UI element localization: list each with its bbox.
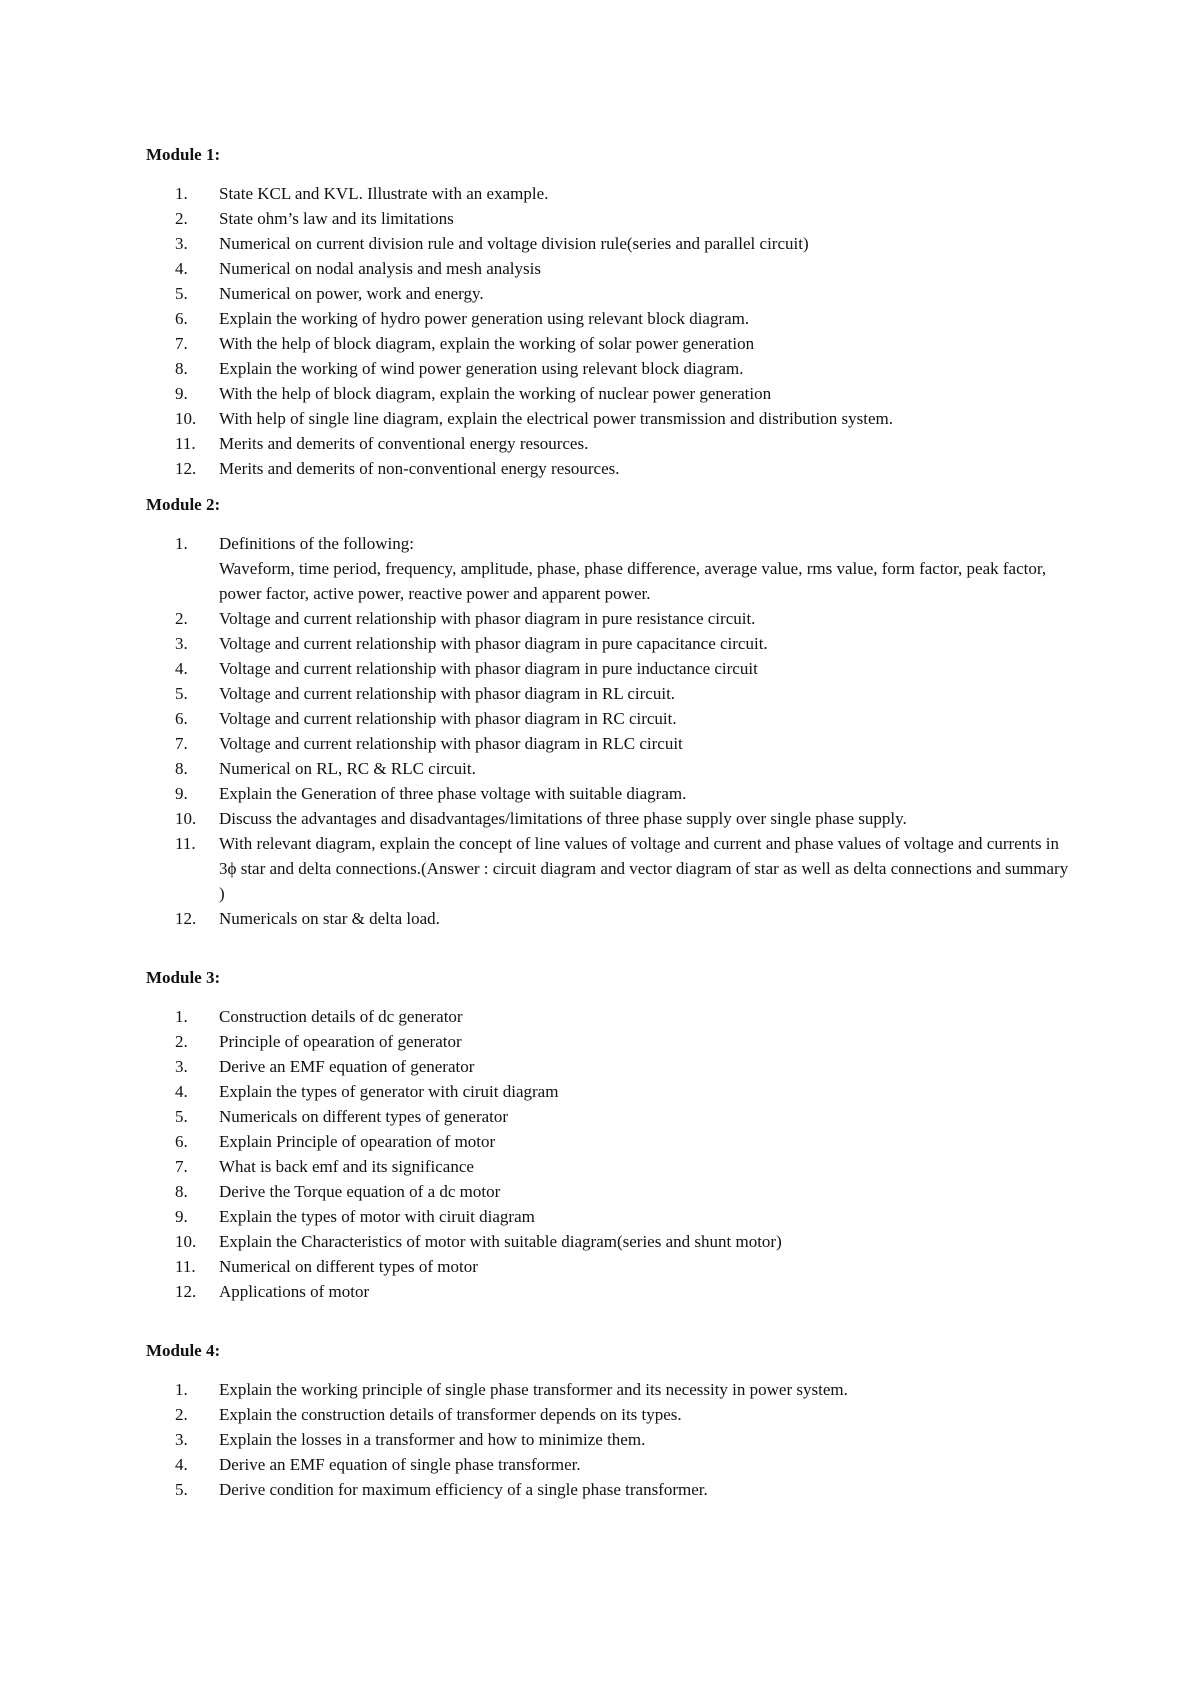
item-number: 9. [175, 1207, 188, 1226]
list-item [146, 331, 1076, 356]
item-number: 4. [175, 1082, 188, 1101]
item-text: Voltage and current relationship with phasor diagram in RC circuit. [219, 709, 677, 728]
item-number: 12. [175, 1282, 197, 1301]
list-item [146, 606, 1076, 631]
item-text: Explain the Characteristics of motor with suitable diagram(series and shunt motor) [219, 1232, 782, 1251]
item-number: 8. [175, 1182, 188, 1201]
item-text: With relevant diagram, explain the concept of line values of voltage and current and phase values of voltage and currents in 3ϕ star and delta connections.(Answer : circuit diagram and vector diagram of star as well as delta connections and summary ) [219, 834, 1069, 903]
item-text: Principle of opearation of generator [219, 1032, 462, 1051]
list-item [146, 231, 1076, 256]
list-item [146, 756, 1076, 781]
item-number: 8. [175, 359, 188, 378]
item-text: With the help of block diagram, explain the working of nuclear power generation [219, 384, 772, 403]
item-text: Construction details of dc generator [219, 1007, 463, 1026]
item-number: 3. [175, 234, 188, 253]
list-item [146, 1179, 1076, 1204]
item-number: 5. [175, 1107, 188, 1126]
item-text: Numerical on current division rule and voltage division rule(series and parallel circuit) [219, 234, 809, 253]
list-item [146, 1254, 1076, 1279]
list-item [146, 1452, 1076, 1477]
item-text: Explain the types of generator with ciruit diagram [219, 1082, 559, 1101]
item-number: 1. [175, 184, 188, 203]
item-definition-terms: Waveform, time period, frequency, amplitude, phase, phase difference, average value, rms value, form factor, peak factor, power factor, active power, reactive power and apparent power. [219, 559, 1047, 603]
module-3-question-list [146, 1004, 1076, 1304]
list-item [146, 1229, 1076, 1254]
list-item [146, 1154, 1076, 1179]
list-item [146, 1029, 1076, 1054]
list-item [146, 1427, 1076, 1452]
item-number: 5. [175, 684, 188, 703]
module-3-heading: Module 3: [146, 968, 221, 987]
item-number: 7. [175, 734, 188, 753]
item-number: 4. [175, 1455, 188, 1474]
item-text: Applications of motor [219, 1282, 370, 1301]
item-text: Explain the working principle of single phase transformer and its necessity in power system. [219, 1380, 848, 1399]
module-2-question-list [146, 531, 1076, 931]
list-item [146, 406, 1076, 431]
list-item [146, 456, 1076, 481]
list-item [146, 1477, 1076, 1502]
item-number: 2. [175, 209, 188, 228]
item-text: Explain the working of hydro power generation using relevant block diagram. [219, 309, 750, 328]
list-item [146, 531, 1076, 606]
item-text: Voltage and current relationship with phasor diagram in pure capacitance circuit. [219, 634, 768, 653]
list-item [146, 681, 1076, 706]
list-item [146, 731, 1076, 756]
item-number: 5. [175, 284, 188, 303]
item-number: 10. [175, 1232, 197, 1251]
item-number: 9. [175, 384, 188, 403]
item-number: 9. [175, 784, 188, 803]
item-number: 3. [175, 1057, 188, 1076]
item-number: 11. [175, 834, 196, 853]
item-number: 11. [175, 434, 196, 453]
item-number: 8. [175, 759, 188, 778]
item-text: Derive an EMF equation of single phase transformer. [219, 1455, 581, 1474]
item-text: Derive the Torque equation of a dc motor [219, 1182, 501, 1201]
list-item [146, 1377, 1076, 1402]
list-item [146, 656, 1076, 681]
item-text: Merits and demerits of non-conventional energy resources. [219, 459, 620, 478]
item-text: Explain the working of wind power generation using relevant block diagram. [219, 359, 744, 378]
item-text: Numerical on RL, RC & RLC circuit. [219, 759, 476, 778]
item-number: 11. [175, 1257, 196, 1276]
list-item [146, 281, 1076, 306]
item-text: With the help of block diagram, explain the working of solar power generation [219, 334, 755, 353]
item-number: 3. [175, 634, 188, 653]
list-item [146, 906, 1076, 931]
item-text: State ohm’s law and its limitations [219, 209, 454, 228]
item-text: Numerical on different types of motor [219, 1257, 478, 1276]
item-number: 1. [175, 1007, 188, 1026]
item-number: 3. [175, 1430, 188, 1449]
item-text: With help of single line diagram, explain the electrical power transmission and distribution system. [219, 409, 893, 428]
list-item [146, 1079, 1076, 1104]
item-number: 1. [175, 534, 188, 553]
module-1-heading: Module 1: [146, 145, 221, 164]
item-number: 5. [175, 1480, 188, 1499]
item-number: 10. [175, 809, 197, 828]
item-text: Definitions of the following: [219, 534, 415, 553]
list-item [146, 356, 1076, 381]
list-item [146, 1129, 1076, 1154]
list-item [146, 306, 1076, 331]
list-item [146, 1104, 1076, 1129]
list-item [146, 631, 1076, 656]
list-item [146, 1004, 1076, 1029]
item-text: Explain the Generation of three phase voltage with suitable diagram. [219, 784, 687, 803]
item-text: State KCL and KVL. Illustrate with an example. [219, 184, 549, 203]
item-text: Voltage and current relationship with phasor diagram in pure resistance circuit. [219, 609, 756, 628]
item-text: What is back emf and its significance [219, 1157, 474, 1176]
item-text: Numericals on star & delta load. [219, 909, 440, 928]
list-item [146, 206, 1076, 231]
item-text: Numericals on different types of generator [219, 1107, 509, 1126]
item-number: 6. [175, 709, 188, 728]
item-text: Merits and demerits of conventional energy resources. [219, 434, 589, 453]
list-item [146, 706, 1076, 731]
list-item [146, 381, 1076, 406]
item-text: Numerical on nodal analysis and mesh analysis [219, 259, 541, 278]
list-item [146, 181, 1076, 206]
document-page [146, 143, 1076, 1502]
item-number: 4. [175, 259, 188, 278]
item-text: Explain the losses in a transformer and how to minimize them. [219, 1430, 646, 1449]
module-2-heading: Module 2: [146, 495, 221, 514]
item-text: Explain the types of motor with ciruit diagram [219, 1207, 535, 1226]
item-number: 10. [175, 409, 197, 428]
module-4-heading: Module 4: [146, 1341, 221, 1360]
list-item [146, 781, 1076, 806]
item-number: 2. [175, 609, 188, 628]
item-number: 7. [175, 334, 188, 353]
item-text: Voltage and current relationship with phasor diagram in RLC circuit [219, 734, 683, 753]
item-number: 6. [175, 309, 188, 328]
item-text: Derive an EMF equation of generator [219, 1057, 475, 1076]
list-item [146, 431, 1076, 456]
list-item [146, 806, 1076, 831]
list-item [146, 1279, 1076, 1304]
item-text: Explain Principle of opearation of motor [219, 1132, 496, 1151]
item-text: Discuss the advantages and disadvantages/limitations of three phase supply over single phase supply. [219, 809, 907, 828]
item-text: Derive condition for maximum efficiency of a single phase transformer. [219, 1480, 708, 1499]
list-item [146, 1054, 1076, 1079]
item-text: Voltage and current relationship with phasor diagram in pure inductance circuit [219, 659, 758, 678]
module-1-question-list [146, 181, 1076, 481]
item-text: Explain the construction details of transformer depends on its types. [219, 1405, 682, 1424]
item-number: 12. [175, 909, 197, 928]
list-item [146, 256, 1076, 281]
item-number: 4. [175, 659, 188, 678]
list-item [146, 831, 1076, 906]
item-number: 6. [175, 1132, 188, 1151]
item-number: 12. [175, 459, 197, 478]
item-text: Numerical on power, work and energy. [219, 284, 484, 303]
list-item [146, 1204, 1076, 1229]
item-text: Voltage and current relationship with phasor diagram in RL circuit. [219, 684, 676, 703]
list-item [146, 1402, 1076, 1427]
item-number: 1. [175, 1380, 188, 1399]
item-number: 7. [175, 1157, 188, 1176]
item-number: 2. [175, 1032, 188, 1051]
module-4-question-list [146, 1377, 1076, 1502]
item-number: 2. [175, 1405, 188, 1424]
